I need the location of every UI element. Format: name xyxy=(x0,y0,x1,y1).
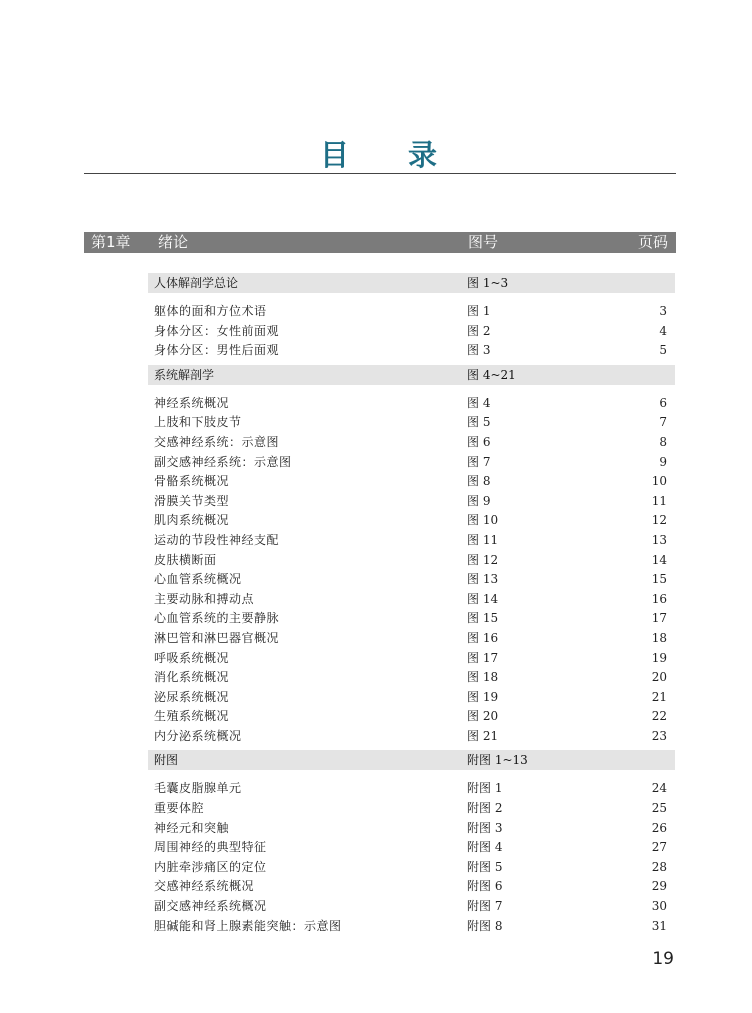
entry-title: 重要体腔 xyxy=(154,801,205,816)
entry-page: 21 xyxy=(651,689,667,704)
entry-title: 胆碱能和肾上腺素能突触：示意图 xyxy=(154,918,342,933)
entry-figure: 图 2 xyxy=(467,323,491,338)
toc-entry[interactable] xyxy=(148,322,675,342)
title-char-2: 录 xyxy=(408,138,438,172)
entry-figure: 图 18 xyxy=(467,670,499,685)
entry-title: 滑膜关节类型 xyxy=(154,493,230,508)
entry-page: 10 xyxy=(651,474,667,489)
entry-page: 13 xyxy=(651,532,667,547)
entry-figure: 图 11 xyxy=(467,532,499,547)
entry-title: 躯体的面和方位术语 xyxy=(154,304,267,318)
toc-entry[interactable] xyxy=(148,302,675,322)
toc-entry[interactable] xyxy=(148,413,675,433)
entry-page: 31 xyxy=(651,918,667,933)
toc-list xyxy=(148,273,675,940)
entry-title: 骨骼系统概况 xyxy=(154,474,230,489)
entry-figure: 附图 3 xyxy=(467,820,503,835)
entry-page: 8 xyxy=(659,434,667,449)
entry-page: 12 xyxy=(651,513,667,528)
entry-page: 11 xyxy=(651,493,667,508)
toc-entry[interactable] xyxy=(148,917,675,937)
entry-page: 14 xyxy=(651,552,667,567)
entry-title: 神经系统概况 xyxy=(154,395,230,410)
section-header xyxy=(148,750,675,770)
entry-figure: 图 4 xyxy=(467,395,491,410)
section-figure-range: 附图 1~13 xyxy=(467,753,528,768)
section-header xyxy=(148,273,675,293)
page-title xyxy=(84,138,676,172)
entry-title: 副交感神经系统概况 xyxy=(154,899,267,914)
entry-title: 交感神经系统概况 xyxy=(154,879,255,894)
entry-figure: 图 12 xyxy=(467,552,499,567)
toc-entry[interactable] xyxy=(148,897,675,917)
chapter-header xyxy=(84,232,676,253)
toc-entry[interactable] xyxy=(148,629,675,649)
entry-figure: 图 7 xyxy=(467,454,491,469)
toc-entry[interactable] xyxy=(148,838,675,858)
toc-entry[interactable] xyxy=(148,511,675,531)
entry-page: 22 xyxy=(651,709,667,724)
entry-page: 17 xyxy=(651,611,667,626)
toc-section xyxy=(148,365,675,747)
entry-figure: 附图 1 xyxy=(467,781,503,796)
entry-page: 9 xyxy=(659,454,667,469)
entry-title: 副交感神经系统：示意图 xyxy=(154,454,292,469)
entry-title: 心血管系统的主要静脉 xyxy=(154,611,280,626)
entry-page: 15 xyxy=(651,572,667,587)
toc-entry[interactable] xyxy=(148,472,675,492)
page-number: 19 xyxy=(652,949,674,969)
entry-page: 18 xyxy=(651,630,667,645)
entry-figure: 图 3 xyxy=(467,343,491,358)
chapter-number: 第1章 xyxy=(91,233,131,251)
toc-entry[interactable] xyxy=(148,688,675,708)
entry-figure: 图 10 xyxy=(467,513,499,528)
toc-entry[interactable] xyxy=(148,877,675,897)
entry-figure: 图 16 xyxy=(467,630,499,645)
section-figure-range: 图 4~21 xyxy=(467,367,516,382)
entry-figure: 附图 6 xyxy=(467,879,503,894)
entry-title: 皮肤横断面 xyxy=(154,552,217,567)
toc-section xyxy=(148,750,675,936)
entry-figure: 附图 7 xyxy=(467,899,503,914)
entry-page: 7 xyxy=(659,415,667,430)
entry-figure: 图 14 xyxy=(467,591,499,606)
toc-entry[interactable] xyxy=(148,492,675,512)
entry-figure: 图 1 xyxy=(467,304,491,318)
section-title: 系统解剖学 xyxy=(154,367,215,382)
toc-entry[interactable] xyxy=(148,551,675,571)
entry-page: 27 xyxy=(651,840,667,855)
entry-title: 身体分区：男性后面观 xyxy=(154,343,280,358)
toc-entry[interactable] xyxy=(148,453,675,473)
entry-page: 24 xyxy=(651,781,667,796)
chapter-title: 绪论 xyxy=(158,233,189,251)
entry-title: 内分泌系统概况 xyxy=(154,728,242,743)
entry-title: 生殖系统概况 xyxy=(154,709,230,724)
entry-figure: 附图 5 xyxy=(467,859,503,874)
entry-page: 29 xyxy=(651,879,667,894)
entry-figure: 附图 4 xyxy=(467,840,503,855)
toc-entry[interactable] xyxy=(148,707,675,727)
figure-column-header: 图号 xyxy=(468,233,499,251)
entry-figure: 图 15 xyxy=(467,611,499,626)
entry-figure: 图 6 xyxy=(467,434,491,449)
entry-title: 身体分区：女性前面观 xyxy=(154,323,280,338)
toc-entry[interactable] xyxy=(148,858,675,878)
entry-figure: 图 13 xyxy=(467,572,499,587)
entry-page: 4 xyxy=(659,323,667,338)
toc-entry[interactable] xyxy=(148,727,675,747)
entry-title: 神经元和突触 xyxy=(154,820,230,835)
entry-page: 28 xyxy=(651,859,667,874)
entry-page: 3 xyxy=(659,304,667,318)
entry-title: 泌尿系统概况 xyxy=(154,689,230,704)
entry-title: 运动的节段性神经支配 xyxy=(154,532,280,547)
entry-figure: 图 17 xyxy=(467,650,499,665)
entry-figure: 图 8 xyxy=(467,474,491,489)
toc-entry[interactable] xyxy=(148,590,675,610)
entry-figure: 图 20 xyxy=(467,709,499,724)
section-title: 人体解剖学总论 xyxy=(154,276,239,290)
entry-title: 淋巴管和淋巴器官概况 xyxy=(154,630,280,645)
section-figure-range: 图 1~3 xyxy=(467,276,509,290)
title-char-1: 目 xyxy=(320,138,350,172)
entry-title: 呼吸系统概况 xyxy=(154,650,230,665)
entry-figure: 图 5 xyxy=(467,415,491,430)
toc-entry[interactable] xyxy=(148,779,675,799)
entry-title: 毛囊皮脂腺单元 xyxy=(154,781,242,796)
entry-title: 周围神经的典型特征 xyxy=(154,840,267,855)
entry-figure: 图 21 xyxy=(467,728,499,743)
entry-figure: 附图 2 xyxy=(467,801,503,816)
entry-figure: 图 9 xyxy=(467,493,491,508)
entry-page: 5 xyxy=(659,343,667,358)
toc-entry[interactable] xyxy=(148,341,675,361)
entry-figure: 附图 8 xyxy=(467,918,503,933)
toc-entry[interactable] xyxy=(148,609,675,629)
toc-entry[interactable] xyxy=(148,531,675,551)
toc-entry[interactable] xyxy=(148,668,675,688)
entry-page: 25 xyxy=(651,801,667,816)
toc-entry[interactable] xyxy=(148,819,675,839)
entry-title: 内脏牵涉痛区的定位 xyxy=(154,859,267,874)
section-title: 附图 xyxy=(154,753,179,768)
toc-entry[interactable] xyxy=(148,799,675,819)
title-rule xyxy=(84,173,676,174)
toc-entry[interactable] xyxy=(148,394,675,414)
toc-entry[interactable] xyxy=(148,570,675,590)
entry-page: 26 xyxy=(651,820,667,835)
entry-title: 心血管系统概况 xyxy=(154,572,242,587)
entry-page: 16 xyxy=(651,591,667,606)
entry-figure: 图 19 xyxy=(467,689,499,704)
entry-title: 消化系统概况 xyxy=(154,670,230,685)
entry-title: 肌肉系统概况 xyxy=(154,513,230,528)
toc-entry[interactable] xyxy=(148,433,675,453)
entry-page: 6 xyxy=(659,395,667,410)
section-header xyxy=(148,365,675,385)
entry-title: 主要动脉和搏动点 xyxy=(154,591,255,606)
entry-title: 交感神经系统：示意图 xyxy=(154,434,280,449)
toc-entry[interactable] xyxy=(148,649,675,669)
entry-page: 20 xyxy=(651,670,667,685)
toc-section xyxy=(148,273,675,361)
entry-page: 19 xyxy=(651,650,667,665)
entry-title: 上肢和下肢皮节 xyxy=(154,415,242,430)
page-column-header: 页码 xyxy=(637,233,668,251)
entry-page: 30 xyxy=(651,899,667,914)
entry-page: 23 xyxy=(651,728,667,743)
